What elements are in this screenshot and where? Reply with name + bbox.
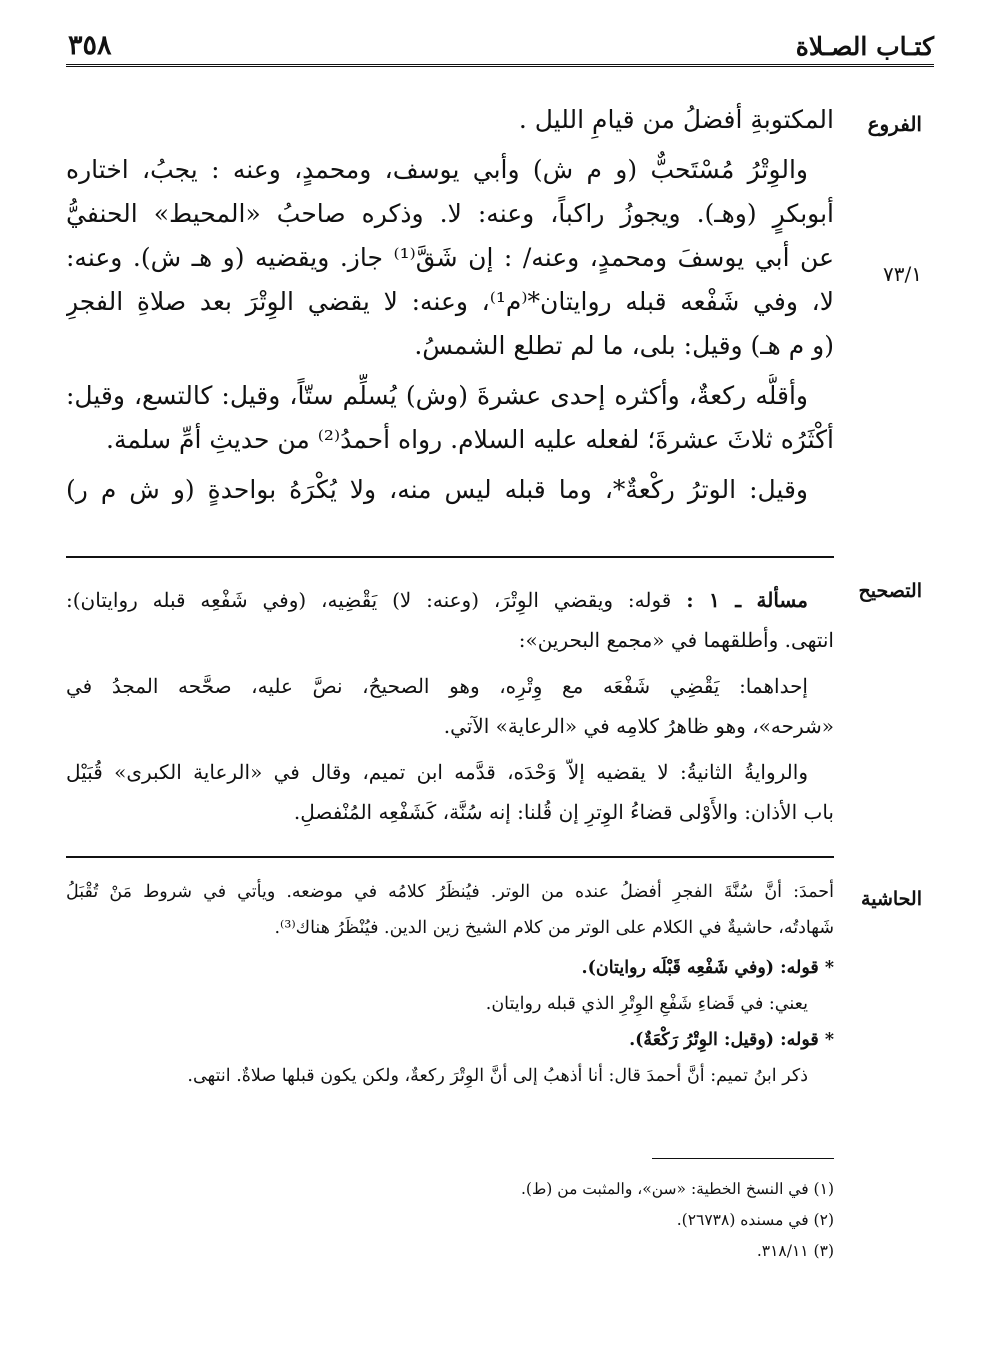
section-divider <box>66 556 834 558</box>
tashih-line-text: «شرحه»، وهو ظاهرُ كلامِه في «الرعاية» الآتي. <box>443 714 834 738</box>
hashia-line: شَهادتُه، حاشيةٌ في الكلام على الوتر من كلام الشيخ زين الدين. فيُنْظَرُ هناك⁽³⁾. <box>274 918 834 938</box>
tashih-text <box>66 580 834 832</box>
hashia-text <box>66 874 834 1094</box>
footnote: (١) في النسخ الخطية: «سن»، والمثبت من (ط). <box>520 1180 834 1198</box>
margin-reference: ٧٣/١ <box>883 262 922 286</box>
tashih-line-text: انتهى. وأطلقهما في «مجمع البحرين»: <box>518 628 834 652</box>
footnotes <box>66 1174 834 1267</box>
tashih-line-text: قوله: ويقضي الوِتْرَ، (وعنه: لا) يَقْضِيه، (وفي شَفْعِه قبله روايتان): <box>66 588 687 612</box>
main-line: وقيل: الوترُ ركْعةٌ*، وما قبله ليس منه، ولا يُكْرَهُ بواحدةٍ (و ش م ر) <box>66 475 808 504</box>
tashih-line-text: إحداهما: يَقْضِي شَفْعَه مع وِتْرِه، وهو الصحيحُ، نصَّ عليه، صحَّحه المجدُ في <box>66 674 808 698</box>
main-line: لا، وفي شَفْعه قبله روايتان*⁽م¹⁾، وعنه: لا يقضي الوِتْرَ بعد صلاةِ الفجرِ <box>66 287 834 316</box>
main-line: أبوبكرٍ (وهـ). ويجوزُ راكباً، وعنه: لا. وذكره صاحبُ «المحيط» الحنفيُّ <box>66 199 834 228</box>
margin-label-hashia: الحاشية <box>861 888 922 910</box>
hashia-line: ذكر ابنُ تميم: أنَّ أحمدَ قال: أنا أذهبُ إلى أنَّ الوِتْرَ ركعةٌ، ولكن يكون قبلها صلاةٌ. انتهى. <box>187 1066 808 1086</box>
chapter-title: كتـاب الصـلاة <box>795 32 934 61</box>
main-line: المكتوبةِ أفضلُ من قيامِ الليل . <box>518 105 834 134</box>
footnote: (٢) في مسنده (٢٦٧٣٨). <box>676 1211 834 1229</box>
hashia-heading: * قوله: (وقيل: الوِتْرُ رَكْعَةٌ). <box>629 1030 834 1050</box>
running-header <box>66 26 934 66</box>
main-line: أكْثَرُه ثلاثَ عشرةَ؛ لفعله عليه السلام. رواه أحمدُ⁽²⁾ من حديثِ أمِّ سلمة. <box>106 425 834 454</box>
issue-label: مسألة ـ ١ : <box>686 588 808 612</box>
footnote-rule <box>652 1158 834 1159</box>
tashih-line-text: باب الأذان: والأَوْلى قضاءُ الوِترِ إن قُلنا: إنه سُنَّة، كَشَفْعِه المُنْفصلِ. <box>293 800 834 824</box>
main-line: عن أبي يوسفَ ومحمدٍ، وعنه/ : إن شَقَّ⁽¹⁾ جاز. ويقضيه (و هـ ش). وعنه: <box>66 243 834 272</box>
page-number: ٣٥٨ <box>68 30 112 61</box>
hashia-line: أحمدَ: أنَّ سُنَّةَ الفجرِ أفضلُ عنده من الوتر. فيُنظَرُ كلامُه في موضعه. ويأتي في شروط مَنْ تُقْبَلُ <box>66 882 834 902</box>
main-line: والوِتْرُ مُسْتَحبٌّ (و م ش) وأبي يوسف، ومحمدٍ، وعنه : يجبُ، اختاره <box>66 155 808 184</box>
hashia-line: يعني: في قَضاءِ شَفْعِ الوِتْرِ الذي قبله روايتان. <box>485 994 808 1014</box>
tashih-line <box>66 580 834 620</box>
margin-label-tashih: التصحيح <box>858 580 922 602</box>
tashih-line <box>66 706 834 746</box>
section-divider <box>66 856 834 858</box>
main-text <box>66 98 834 512</box>
footnote: (٣) ٣١٨/١١. <box>756 1242 834 1260</box>
hashia-heading: * قوله: (وفي شَفْعِه قَبْلَه روايتان). <box>581 958 834 978</box>
main-line: وأقلُّه ركعةٌ، وأكثره إحدى عشرةَ (وش) يُسلِّم ستّاً، وقيل: كالتسع، وقيل: <box>66 381 808 410</box>
tashih-line <box>66 620 834 660</box>
tashih-line <box>66 792 834 832</box>
margin-label-furu: الفروع <box>867 112 922 136</box>
header-rule <box>66 64 934 67</box>
tashih-line <box>66 752 834 792</box>
main-line: (و م هـ) وقيل: بلى، ما لم تطلع الشمسُ. <box>414 331 834 360</box>
tashih-line <box>66 666 834 706</box>
tashih-line-text: والروايةُ الثانيةُ: لا يقضيه إلاّ وَحْدَه، قدَّمه ابن تميم، وقال في «الرعاية الكبرى» قُبَيْل <box>66 760 808 784</box>
